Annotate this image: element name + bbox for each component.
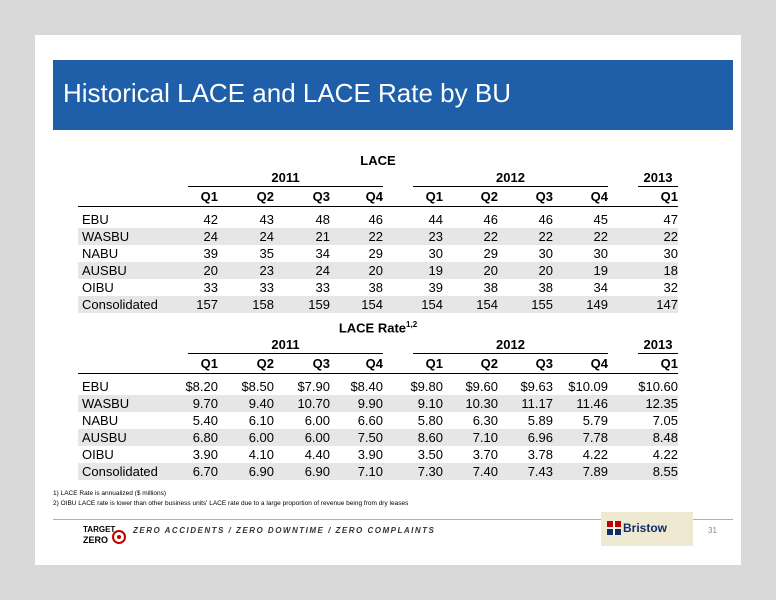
table-cell: 7.05 (652, 413, 678, 428)
table-cell: 20 (368, 263, 383, 278)
quarter-header: Q3 (535, 189, 553, 204)
table-cell: 42 (203, 212, 218, 227)
year-underline (638, 186, 678, 187)
table-cell: 34 (315, 246, 330, 261)
year-underline (188, 353, 383, 354)
table-cell: 7.89 (582, 464, 608, 479)
table-cell: 38 (368, 280, 383, 295)
table-row (78, 429, 678, 446)
table-cell: 24 (259, 229, 274, 244)
table-row (78, 378, 678, 395)
table-cell: 7.78 (582, 430, 608, 445)
table-cell: 20 (203, 263, 218, 278)
page-title: Historical LACE and LACE Rate by BU (63, 78, 511, 108)
row-label: OIBU (82, 280, 114, 295)
table-cell: 46 (538, 212, 553, 227)
table-cell: 7.43 (527, 464, 553, 479)
table-cell: 154 (421, 297, 443, 312)
table-row (78, 245, 678, 262)
table-cell: 46 (483, 212, 498, 227)
table-cell: 10.30 (465, 396, 498, 411)
table-row (78, 262, 678, 279)
table-cell: 157 (196, 297, 218, 312)
lace-heading: LACE (360, 153, 396, 168)
quarter-header: Q1 (425, 356, 443, 371)
table-cell: 24 (203, 229, 218, 244)
table-cell: 39 (428, 280, 443, 295)
table-cell: 6.00 (304, 430, 330, 445)
quarter-header: Q2 (256, 356, 274, 371)
table-row (78, 395, 678, 412)
table-cell: 22 (538, 229, 553, 244)
row-label: OIBU (82, 447, 114, 462)
table-cell: 3.90 (192, 447, 218, 462)
row-label: AUSBU (82, 430, 127, 445)
table-cell: 8.55 (652, 464, 678, 479)
table-cell: 19 (428, 263, 443, 278)
tagline: ZERO ACCIDENTS / ZERO DOWNTIME / ZERO COMPLAINTS (133, 526, 436, 535)
table-cell: 3.78 (527, 447, 553, 462)
table-cell: 20 (483, 263, 498, 278)
table-cell: 6.00 (304, 413, 330, 428)
row-label: EBU (82, 379, 109, 394)
table-cell: 46 (368, 212, 383, 227)
table-cell: 155 (531, 297, 553, 312)
table-cell: 3.90 (357, 447, 383, 462)
svg-text:TARGET: TARGET (83, 525, 116, 534)
table-cell: 5.79 (582, 413, 608, 428)
footnote-2: 2) OIBU LACE rate is lower than other business units' LACE rate due to a large proportion of revenue being from dry leases (53, 500, 409, 507)
table-cell: 6.00 (248, 430, 274, 445)
quarter-header: Q3 (312, 356, 330, 371)
row-label: WASBU (82, 396, 130, 411)
table-cell: $8.50 (241, 379, 274, 394)
table-cell: 3.50 (417, 447, 443, 462)
quarter-header: Q4 (590, 356, 608, 371)
page-number: 31 (708, 526, 717, 535)
table-cell: 8.60 (417, 430, 443, 445)
quarter-header-row (78, 188, 678, 207)
table-cell: 5.89 (527, 413, 553, 428)
table-cell: 48 (315, 212, 330, 227)
bristow-brand: Bristow (623, 521, 668, 535)
table-cell: 19 (593, 263, 608, 278)
table-cell: 29 (483, 246, 498, 261)
table-cell: 29 (368, 246, 383, 261)
table-cell: 9.70 (192, 396, 218, 411)
table-cell: 159 (308, 297, 330, 312)
table-cell: 44 (428, 212, 443, 227)
table-row (78, 463, 678, 480)
table-cell: $9.63 (520, 379, 553, 394)
table-cell: 7.40 (472, 464, 498, 479)
quarter-header: Q3 (312, 189, 330, 204)
table-cell: 6.80 (192, 430, 218, 445)
target-zero-logo (83, 522, 127, 546)
quarter-header: Q1 (200, 189, 218, 204)
table-cell: 33 (315, 280, 330, 295)
table-cell: 4.10 (248, 447, 274, 462)
quarter-header: Q4 (365, 356, 383, 371)
year-underline (413, 186, 608, 187)
table-cell: 9.90 (357, 396, 383, 411)
table-cell: 6.30 (472, 413, 498, 428)
table-cell: 45 (593, 212, 608, 227)
quarter-header: Q1 (425, 189, 443, 204)
table-cell: 24 (315, 263, 330, 278)
table-cell: 11.46 (576, 396, 608, 411)
year-underline (638, 353, 678, 354)
table-cell: 22 (368, 229, 383, 244)
table-row (78, 228, 678, 245)
table-cell: 38 (538, 280, 553, 295)
slide (35, 35, 741, 565)
table-cell: 7.10 (357, 464, 383, 479)
bristow-flag-icon (605, 519, 625, 539)
row-label: Consolidated (82, 464, 158, 479)
row-label: NABU (82, 413, 119, 428)
table-cell: $9.80 (410, 379, 443, 394)
table-cell: 43 (259, 212, 274, 227)
footnote-1: 1) LACE Rate is annualized ($ millions) (53, 490, 167, 497)
table-cell: 7.50 (357, 430, 383, 445)
year-underline (188, 186, 383, 187)
table-cell: 4.22 (652, 447, 678, 462)
table-cell: 33 (259, 280, 274, 295)
quarter-header: Q4 (590, 189, 608, 204)
table-cell: 12.35 (645, 396, 678, 411)
table-cell: 30 (428, 246, 443, 261)
year-header: 2012 (496, 170, 525, 185)
table-cell: 154 (476, 297, 498, 312)
table-row (78, 446, 678, 463)
year-header: 2011 (271, 337, 300, 352)
table-cell: $9.60 (465, 379, 498, 394)
quarter-header: Q2 (480, 356, 498, 371)
year-header: 2011 (271, 170, 300, 185)
table-cell: 7.30 (417, 464, 443, 479)
table-cell: $7.90 (297, 379, 330, 394)
table-cell: 4.40 (304, 447, 330, 462)
table-cell: 5.40 (192, 413, 218, 428)
table-cell: 11.17 (521, 396, 553, 411)
year-header: 2013 (643, 337, 673, 352)
table-cell: 9.10 (417, 396, 443, 411)
quarter-header: Q1 (200, 356, 218, 371)
table-row (78, 211, 678, 228)
table-cell: 158 (252, 297, 274, 312)
footnotes (53, 489, 408, 509)
quarter-header: Q3 (535, 356, 553, 371)
row-label: AUSBU (82, 263, 127, 278)
table-cell: 4.22 (582, 447, 608, 462)
table-cell: 22 (483, 229, 498, 244)
table-cell: 30 (538, 246, 553, 261)
table-cell: 47 (663, 212, 678, 227)
quarter-header: Q2 (480, 189, 498, 204)
table-cell: 23 (259, 263, 274, 278)
quarter-header: Q4 (365, 189, 383, 204)
table-cell: $10.09 (568, 379, 608, 394)
year-header: 2013 (643, 170, 673, 185)
table-cell: 147 (656, 297, 678, 312)
table-cell: 3.70 (472, 447, 498, 462)
table-cell: 6.60 (357, 413, 383, 428)
table-cell: 22 (593, 229, 608, 244)
table-cell: 6.10 (248, 413, 274, 428)
table-cell: 6.90 (304, 464, 330, 479)
bristow-logo (601, 512, 693, 546)
table-cell: 18 (663, 263, 678, 278)
row-label: Consolidated (82, 297, 158, 312)
table-cell: $8.40 (350, 379, 383, 394)
row-label: WASBU (82, 229, 130, 244)
table-cell: 32 (663, 280, 678, 295)
table-cell: $8.20 (185, 379, 218, 394)
year-underline (413, 353, 608, 354)
quarter-header: Q1 (660, 356, 678, 371)
table-cell: 5.80 (417, 413, 443, 428)
table-cell: 35 (259, 246, 274, 261)
table-cell: 154 (361, 297, 383, 312)
table-cell: 9.40 (248, 396, 274, 411)
lace-rate-heading: LACE Rate$^{1,2}$ (338, 320, 418, 336)
table-cell: 20 (538, 263, 553, 278)
quarter-header: Q1 (660, 189, 678, 204)
table-cell: 30 (593, 246, 608, 261)
svg-text:ZERO: ZERO (83, 535, 109, 545)
table-cell: 23 (428, 229, 443, 244)
table-row (78, 296, 678, 313)
table-cell: 30 (663, 246, 678, 261)
table-cell: 6.96 (527, 430, 553, 445)
table-cell: 149 (586, 297, 608, 312)
table-row (78, 279, 678, 296)
table-cell: 6.90 (248, 464, 274, 479)
table-cell: 39 (203, 246, 218, 261)
table-cell: 10.70 (297, 396, 330, 411)
quarter-header-row (78, 355, 678, 374)
table-cell: 8.48 (652, 430, 678, 445)
table-row (78, 412, 678, 429)
table-cell: 22 (663, 229, 678, 244)
table-cell: 7.10 (472, 430, 498, 445)
table-cell: 6.70 (192, 464, 218, 479)
year-header: 2012 (496, 337, 525, 352)
table-cell: $10.60 (638, 379, 678, 394)
table-cell: 21 (315, 229, 330, 244)
table-cell: 34 (593, 280, 608, 295)
row-label: EBU (82, 212, 109, 227)
row-label: NABU (82, 246, 119, 261)
title-bar (53, 60, 733, 130)
table-cell: 38 (483, 280, 498, 295)
table-cell: 33 (203, 280, 218, 295)
quarter-header: Q2 (256, 189, 274, 204)
